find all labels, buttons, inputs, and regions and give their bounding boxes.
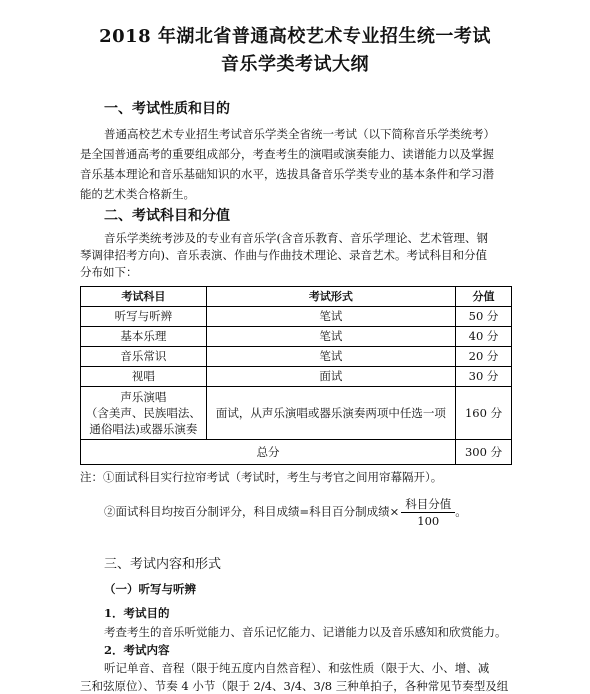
section2-paragraph	[80, 230, 512, 281]
table-total-row	[81, 440, 512, 465]
section1-line: 能的艺术类合格新生。	[80, 187, 195, 201]
table-header-score: 分值	[456, 287, 512, 307]
section2-line: 琴调律招考方向)、音乐表演、作曲与作曲技术理论、录音艺术。考试科目和分值	[80, 248, 487, 262]
note-2-text: ②面试科目均按百分制评分，科目成绩=科目百分制成绩×	[104, 504, 400, 519]
item1-title: 1．考试目的	[104, 606, 170, 620]
section2-line: 音乐学类统考涉及的专业有音乐学(含音乐教育、音乐学理论、艺术管理、钢	[104, 231, 488, 245]
section3-subheading: （一）听写与听辨	[104, 582, 196, 596]
table-header-subject: 考试科目	[81, 287, 207, 307]
section2-heading: 二、考试科目和分值	[104, 208, 230, 224]
table-cell-form: 笔试	[206, 347, 455, 367]
table-header-form: 考试形式	[206, 287, 455, 307]
table-cell-subject: 视唱	[81, 367, 207, 387]
document-title-line2: 音乐学类考试大纲	[221, 54, 369, 75]
table-total-score: 300 分	[456, 440, 512, 465]
table-cell-form: 笔试	[206, 327, 455, 347]
table-cell-form: 面试	[206, 367, 455, 387]
table-row	[81, 307, 512, 327]
fraction-denominator: 100	[417, 514, 440, 528]
table-cell-score: 50 分	[456, 307, 512, 327]
subject-line: 声乐演唱	[120, 390, 167, 404]
table-cell-score: 20 分	[456, 347, 512, 367]
section3-heading: 三、考试内容和形式	[104, 557, 222, 572]
table-cell-subject: 音乐常识	[81, 347, 207, 367]
table-total-label: 总分	[81, 440, 456, 465]
table-cell-score: 30 分	[456, 367, 512, 387]
table-cell-subject	[81, 387, 207, 440]
subject-line: 通俗唱法)或器乐演奏	[89, 422, 198, 436]
table-cell-subject: 基本乐理	[81, 327, 207, 347]
section1-paragraph	[80, 124, 512, 204]
item2-line: 三和弦原位）、节奏 4 小节（限于 2/4、3/4、3/8 三种单拍子，各种常见节奏型及组	[80, 679, 509, 693]
subject-line: （含美声、民族唱法、	[85, 406, 201, 420]
document-title-line1: 2018 年湖北省普通高校艺术专业招生统一考试	[99, 26, 491, 47]
table-header-row	[81, 287, 512, 307]
item2-title: 2．考试内容	[104, 643, 170, 657]
table-cell-form: 笔试	[206, 307, 455, 327]
table-cell-subject: 听写与听辨	[81, 307, 207, 327]
table-cell-score: 40 分	[456, 327, 512, 347]
section2-line: 分布如下：	[80, 265, 138, 279]
note-2-suffix: 。	[455, 504, 467, 519]
table-row-vocal	[81, 387, 512, 440]
section1-heading: 一、考试性质和目的	[104, 101, 230, 117]
note-2	[104, 496, 467, 529]
section1-line: 音乐基本理论和音乐基础知识的水平，选拔具备音乐学类专业的基本条件和学习潜	[80, 167, 494, 181]
table-row	[81, 367, 512, 387]
table-cell-score: 160 分	[456, 387, 512, 440]
fraction-numerator: 科目分值	[401, 496, 455, 513]
score-fraction	[401, 496, 455, 529]
score-table	[80, 286, 512, 465]
table-row	[81, 347, 512, 367]
table-row	[81, 327, 512, 347]
item1-text: 考查考生的音乐听觉能力、音乐记忆能力、记谱能力以及音乐感知和欣赏能力。	[104, 625, 507, 639]
section1-line: 是全国普通高考的重要组成部分，考查考生的演唱或演奏能力、读谱能力以及掌握	[80, 147, 494, 161]
note-1: 注：①面试科目实行拉帘考试（考试时，考生与考官之间用帘幕隔开）。	[80, 470, 443, 484]
section1-line: 普通高校艺术专业招生考试音乐学类全省统一考试（以下简称音乐学类统考）	[104, 127, 495, 141]
item2-line: 听记单音、音程（限于纯五度内自然音程）、和弦性质（限于大、小、增、减	[104, 661, 490, 675]
table-cell-form: 面试，从声乐演唱或器乐演奏两项中任选一项	[206, 387, 455, 440]
